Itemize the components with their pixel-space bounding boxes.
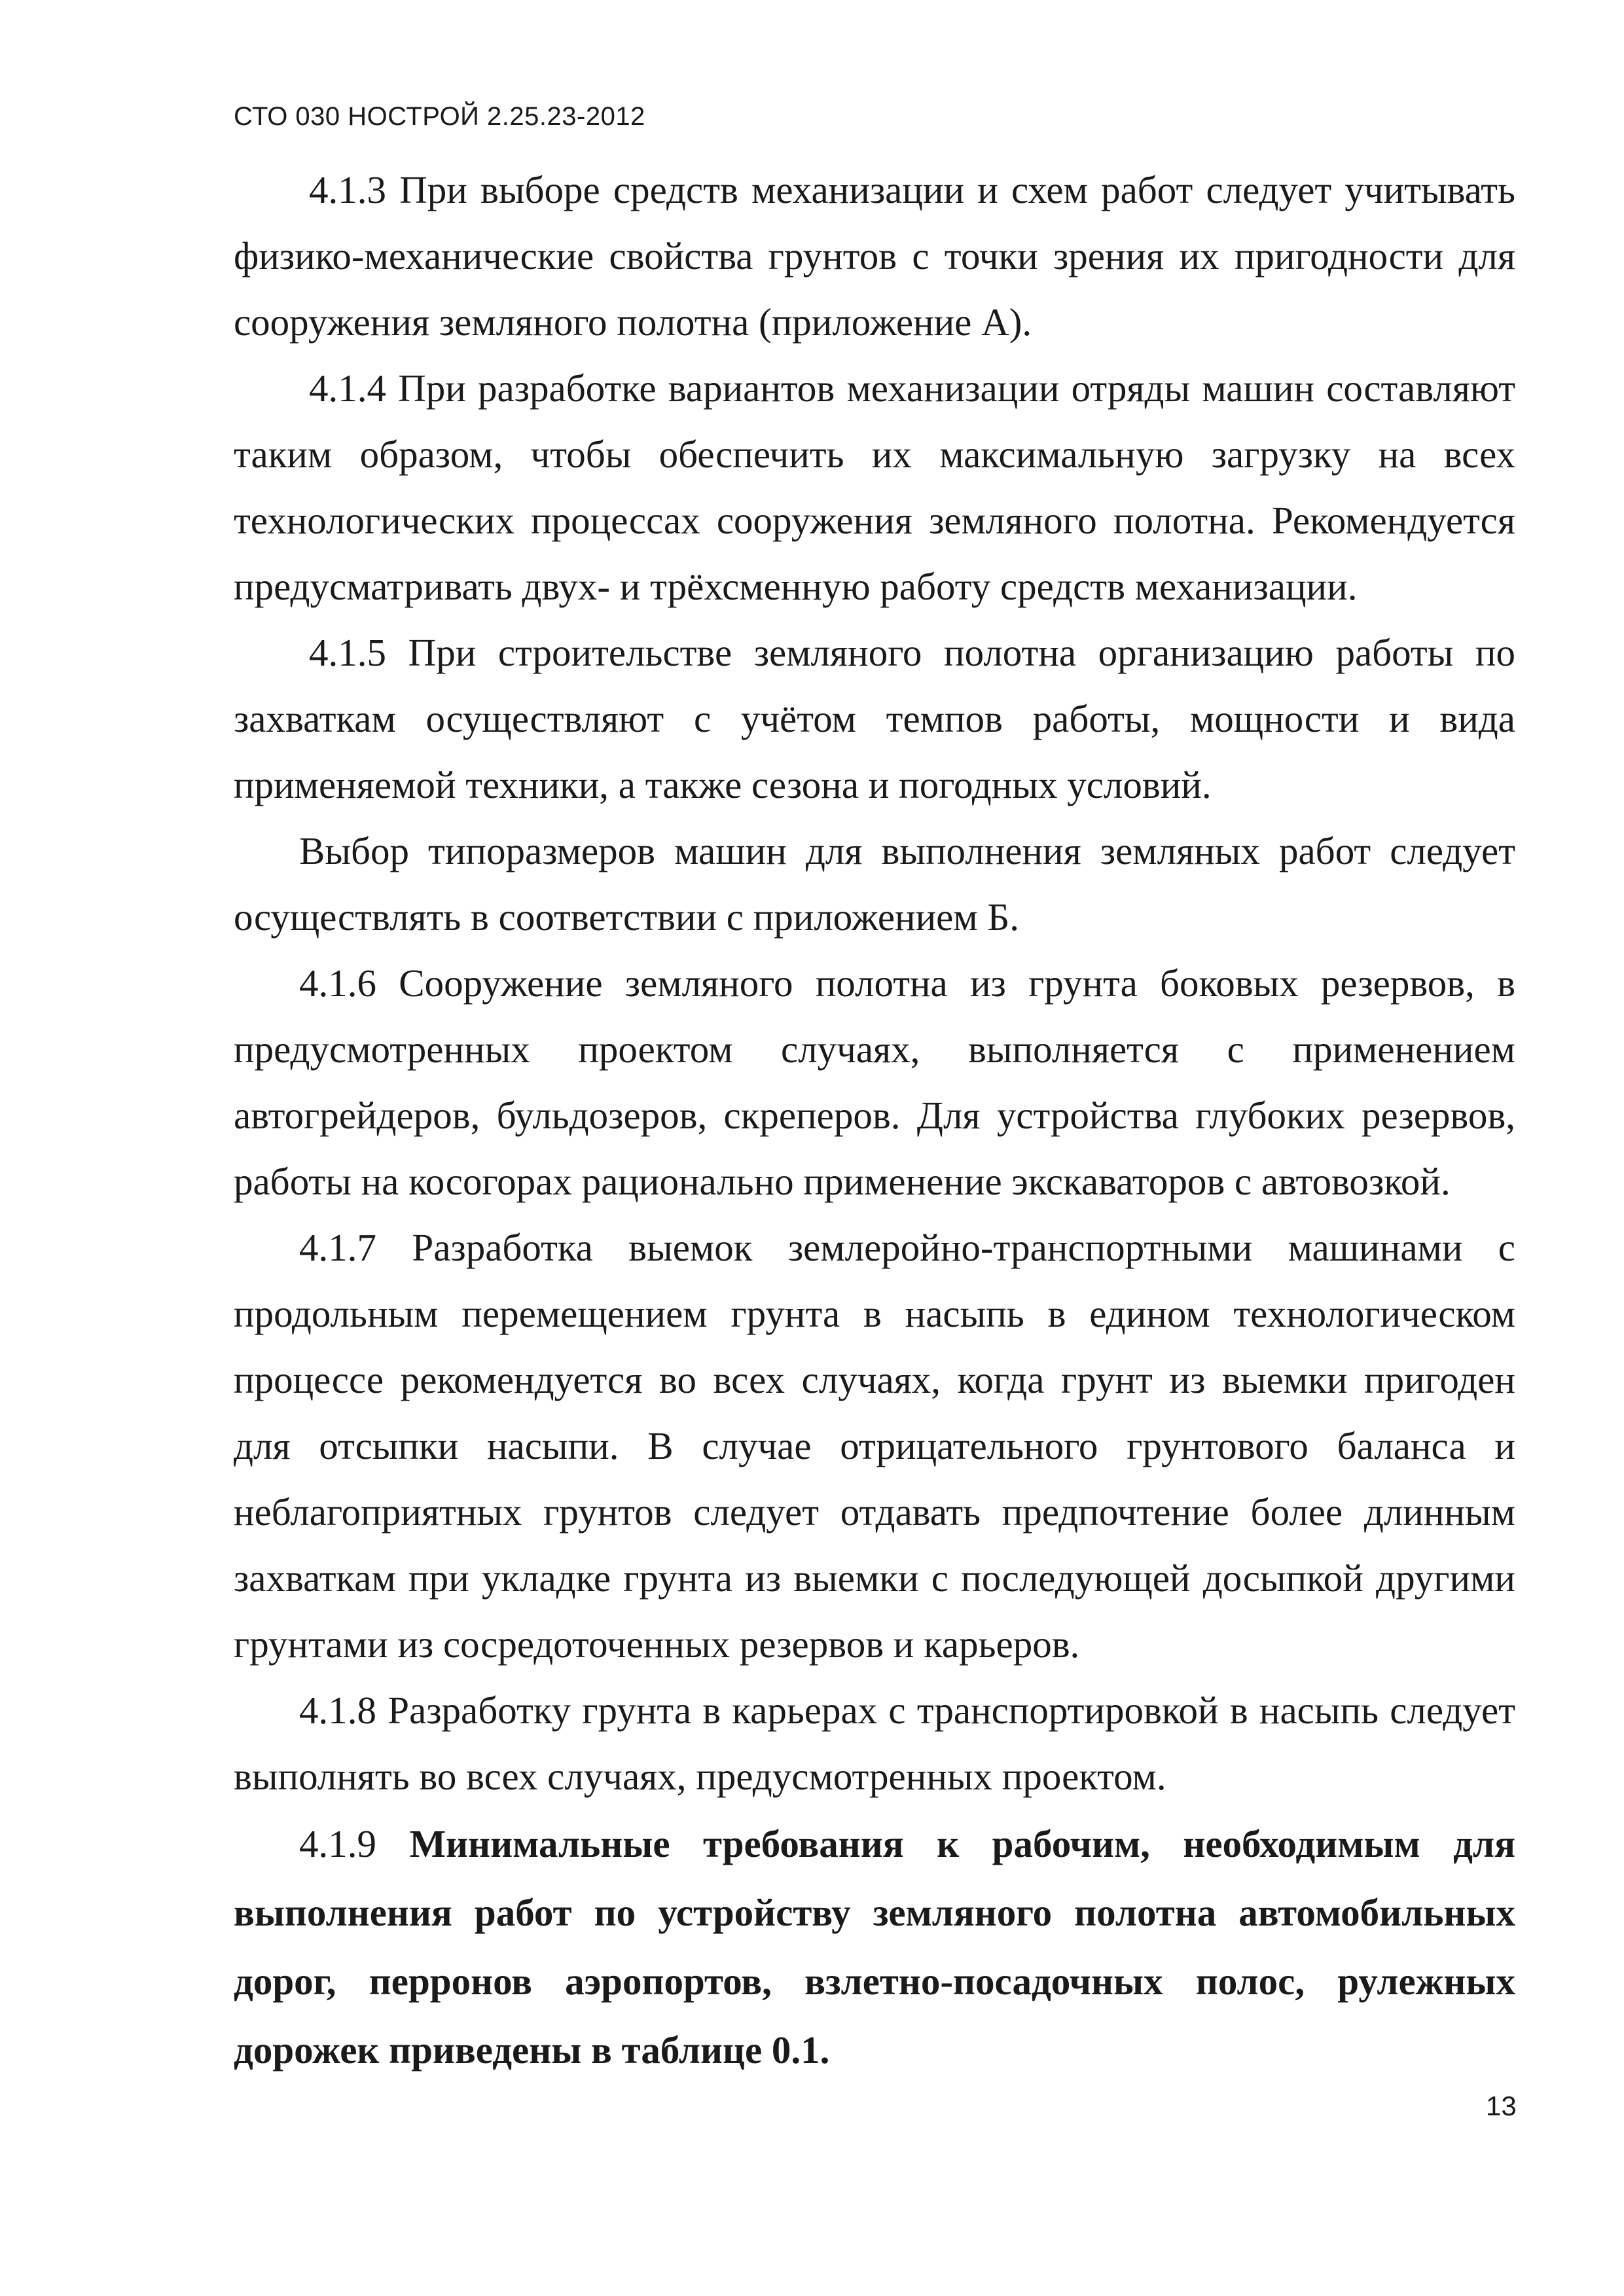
page-number: 13	[1486, 2090, 1517, 2121]
paragraph-4-1-5: 4.1.5 При строительстве земляного полотна организацию работы по захваткам осуществляют с учётом темпов работы, мощности и вида применяемой техники, а также сезона и погодных условий.	[234, 631, 1515, 806]
paragraph-machine-selection: Выбор типоразмеров машин для выполнения земляных работ следует осуществлять в соответствии с приложением Б.	[234, 829, 1515, 939]
paragraph-4-1-9-bold-text: Минимальные требования к рабочим, необходимым для выполнения работ по устройству земляного полотна автомобильных дорог, перронов аэропортов, взлетно-посадочных полос, рулежных дорожек приведены в таблице 0.1.	[234, 1822, 1515, 2072]
paragraph-4-1-8: 4.1.8 Разработку грунта в карьерах с транспортировкой в насыпь следует выполнять во всех случаях, предусмотренных проектом.	[234, 1689, 1515, 1798]
document-header: СТО 030 НОСТРОЙ 2.25.23-2012	[234, 102, 645, 131]
document-body	[234, 157, 1515, 2085]
paragraph-4-1-4: 4.1.4 При разработке вариантов механизации отряды машин составляют таким образом, чтобы обеспечить их максимальную загрузку на всех технологических процессах сооружения земляного полотна. Рекомендуется предусматривать двух- и трёхсменную работу средств механизации.	[234, 367, 1515, 608]
paragraph-4-1-7: 4.1.7 Разработка выемок землеройно-транспортными машинами с продольным перемещением грунта в насыпь в едином технологическом процессе рекомендуется во всех случаях, когда грунт из выемки пригоден для отсыпки насыпи. В случае отрицательного грунтового баланса и неблагоприятных грунтов следует отдавать предпочтение более длинным захваткам при укладке грунта из выемки с последующей досыпкой другими грунтами из сосредоточенных резервов и карьеров.	[234, 1226, 1515, 1666]
paragraph-4-1-3: 4.1.3 При выборе средств механизации и схем работ следует учитывать физико-механические свойства грунтов с точки зрения их пригодности для сооружения земляного полотна (приложение А).	[234, 168, 1515, 344]
paragraph-4-1-9	[234, 1810, 1515, 2085]
paragraph-4-1-9-number: 4.1.9	[299, 1822, 410, 1865]
paragraph-4-1-6: 4.1.6 Сооружение земляного полотна из грунта боковых резервов, в предусмотренных проектом случаях, выполняется с применением автогрейдеров, бульдозеров, скреперов. Для устройства глубоких резервов, работы на косогорах рационально применение экскаваторов с автовозкой.	[234, 961, 1515, 1203]
